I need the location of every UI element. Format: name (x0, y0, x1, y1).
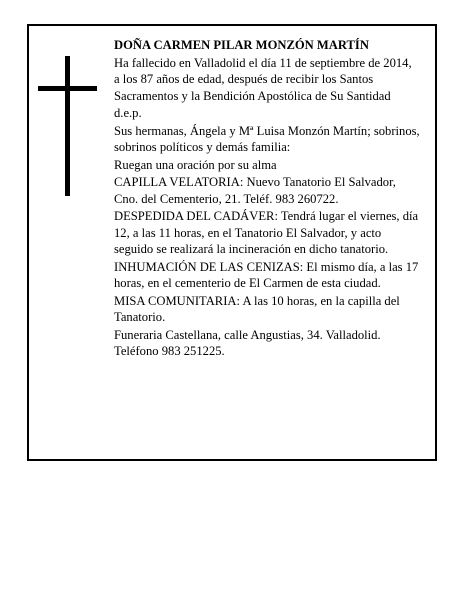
rest-in-peace: d.e.p. (114, 106, 142, 120)
obituary-text (114, 37, 420, 361)
ashes-burial-info: INHUMACIÓN DE LAS CENIZAS: El mismo día, a las 17 horas, en el cementerio de El Carmen de esta ciudad. (114, 259, 419, 290)
death-announcement: Ha fallecido en Valladolid el día 11 de septiembre de 2014, a los 87 años de edad, después de recibir los Santos Sacramentos y la Bendición Apostólica de Su Santidad (114, 55, 412, 103)
cross-horizontal-bar (38, 86, 97, 91)
wake-chapel-info: CAPILLA VELATORIA: Nuevo Tanatorio El Salvador, Cno. del Cementerio, 21. Teléf. 983 260722. (114, 175, 396, 206)
funeral-home-info: Funeraria Castellana, calle Angustias, 34. Valladolid. Teléfono 983 251225. (114, 327, 381, 358)
cross-vertical-bar (65, 56, 70, 196)
prayer-request: Ruegan una oración por su alma (114, 157, 277, 172)
farewell-info: DESPEDIDA DEL CADÁVER: Tendrá lugar el viernes, día 12, a las 11 horas, en el Tanatorio El Salvador, y acto seguido se realizará la incineración en dicho tanatorio. (114, 209, 419, 256)
family-members: Sus hermanas, Ángela y Mª Luisa Monzón Martín; sobrinos, sobrinos políticos y demás familia: (114, 123, 420, 154)
deceased-name: DOÑA CARMEN PILAR MONZÓN MARTÍN (114, 38, 369, 52)
mass-info: MISA COMUNITARIA: A las 10 horas, en la capilla del Tanatorio. (114, 293, 400, 324)
